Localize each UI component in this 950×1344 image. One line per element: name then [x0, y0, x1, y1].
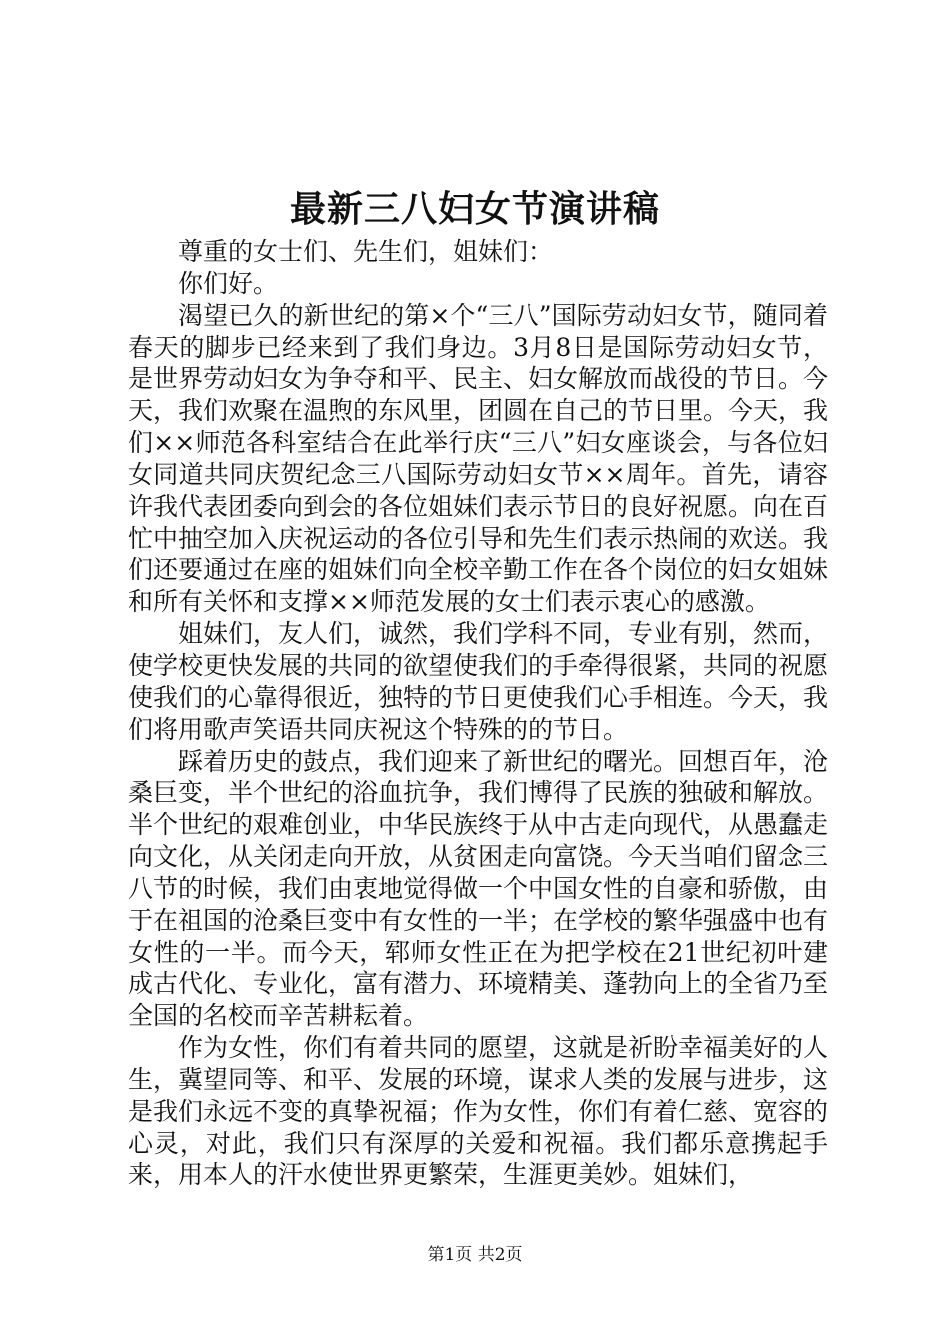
- document-title: 最新三八妇女节演讲稿: [289, 188, 660, 230]
- paragraph-salutation: 尊重的女士们、先生们，姐妹们：: [178, 237, 554, 266]
- paragraph-as-women: 作为女性，你们有着共同的愿望，这就是祈盼幸福美好的人生，冀望同等、和平、发展的环境，谋求人类的发展与进步，这是我们永远不变的真挚祝福；作为女性，你们有着仁慈、宽容的心灵，对此，我们只有深厚的关爱和祝福。我们都乐意携起手来，用本人的汗水使世界更繁荣，生涯更美妙。姐妹们，: [128, 1033, 829, 1190]
- paragraph-history: 踩着历史的鼓点，我们迎来了新世纪的曙光。回想百年，沧桑巨变，半个世纪的浴血抗争，我们博得了民族的独破和解放。半个世纪的艰难创业，中华民族终于从中古走向现代，从愚蠢走向文化，从关闭走向开放，从贫困走向富饶。今天当咱们留念三八节的时候，我们由衷地觉得做一个中国女性的自豪和骄傲，由于在祖国的沧桑巨变中有女性的一半；在学校的繁华强盛中也有女性的一半。而今天，郓师女性正在为把学校在21世纪初叶建成古代化、专业化，富有潜力、环境精美、蓬勃向上的全省乃至全国的名校而辛苦耕耘着。: [128, 746, 829, 1031]
- paragraph-sisters-friends: 姐妹们，友人们，诚然，我们学科不同，专业有别，然而，使学校更快发展的共同的欲望使我们的手牵得很紧，共同的祝愿使我们的心靠得很近，独特的节日更使我们心手相连。今天，我们将用歌声笑语共同庆祝这个特殊的的节日。: [128, 619, 829, 744]
- paragraph-greeting: 你们好。: [178, 268, 279, 298]
- document-body: [128, 236, 828, 1191]
- page-number-footer: 第1页 共2页: [427, 1245, 523, 1265]
- paragraph-opening: 渴望已久的新世纪的第×个“三八”国际劳动妇女节，随同着春天的脚步已经来到了我们身边。3月8日是国际劳动妇女节，是世界劳动妇女为争夺和平、民主、妇女解放而战役的节日。今天，我们欢聚在温煦的东风里，团圆在自己的节日里。今天，我们××师范各科室结合在此举行庆“三八”妇女座谈会，与各位妇女同道共同庆贺纪念三八国际劳动妇女节××周年。首先，请容许我代表团委向到会的各位姐妹们表示节日的良好祝愿。向在百忙中抽空加入庆祝运动的各位引导和先生们表示热闹的欢送。我们还要通过在座的姐妹们向全校辛勤工作在各个岗位的妇女姐妹和所有关怀和支撑××师范发展的女士们表示衷心的感激。: [128, 300, 829, 617]
